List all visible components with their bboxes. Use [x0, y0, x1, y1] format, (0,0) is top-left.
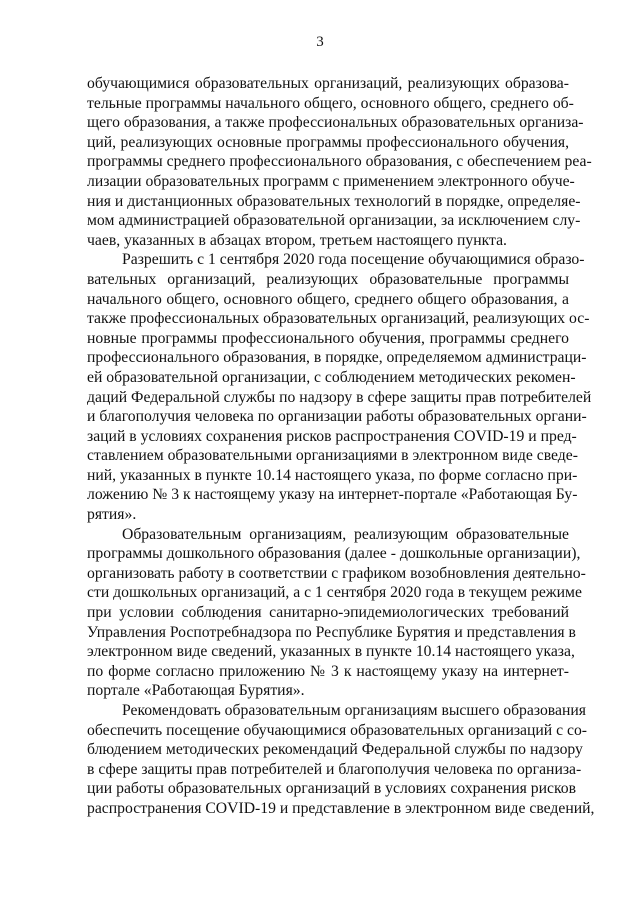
text-line: профессионального образования, в порядке, определяемом администраци-: [87, 349, 587, 367]
text-line: программы дошкольного образования (далее - дошкольные организации),: [87, 545, 581, 563]
paragraph: [87, 701, 595, 819]
document-body: [87, 74, 595, 819]
text-line: тельные программы начального общего, основного общего, среднего об-: [87, 94, 574, 112]
text-line: ний, указанных в пункте 10.14 настоящего указа, по форме согласно при-: [87, 466, 578, 484]
text-line: обучающимися образовательных организаций, реализующих образова-: [87, 75, 569, 92]
text-line: рятия».: [87, 506, 137, 524]
text-line: сти дошкольных организаций, а с 1 сентября 2020 года в текущем режиме: [87, 584, 582, 602]
text-line: ции работы образовательных организаций в условиях сохранения рисков: [87, 780, 577, 798]
text-line: лизации образовательных программ с применением электронного обуче-: [87, 172, 575, 190]
text-line: программы среднего профессионального образования, с обеспечением реа-: [87, 153, 592, 171]
text-line: щего образования, а также профессиональных образовательных организа-: [87, 114, 584, 132]
text-line: распространения COVID-19 и представление в электронном виде сведений,: [87, 799, 595, 817]
text-line: Управления Роспотребнадзора по Республике Бурятия и представления в: [87, 623, 576, 641]
text-line: начального общего, основного общего, среднего общего образования, а: [87, 290, 569, 308]
text-line: электронном виде сведений, указанных в пункте 10.14 настоящего указа,: [87, 643, 575, 661]
text-line: вательных организаций, реализующих образовательные программы: [87, 270, 569, 288]
text-line: обеспечить посещение обучающимися образовательных организаций с со-: [87, 721, 588, 739]
text-line: портале «Работающая Бурятия».: [87, 682, 305, 700]
text-line: ния и дистанционных образовательных технологий в порядке, определяе-: [87, 192, 581, 210]
text-line: организовать работу в соответствии с графиком возобновления деятельно-: [87, 564, 586, 582]
text-line: также профессиональных образовательных организаций, реализующих ос-: [87, 310, 590, 328]
text-line: Разрешить с 1 сентября 2020 года посещение обучающимися образо-: [122, 251, 585, 269]
text-line: Рекомендовать образовательным организациям высшего образования: [122, 702, 586, 719]
page-number: 3: [316, 34, 324, 50]
text-line: Образовательным организациям, реализующим образовательные: [122, 525, 569, 543]
text-line: ставлением образовательными организациями в электронном виде сведе-: [87, 447, 578, 465]
text-line: новные программы профессионального обучения, программы среднего: [87, 329, 569, 347]
text-line: при условии соблюдения санитарно-эпидемиологических требований: [87, 604, 569, 622]
paragraph: [87, 525, 586, 701]
text-line: чаев, указанных в абзацах втором, третьем настоящего пункта.: [87, 231, 507, 249]
text-line: по форме согласно приложению № 3 к настоящему указу на интернет-: [87, 662, 569, 680]
text-line: заций в условиях сохранения рисков распространения COVID-19 и пред-: [87, 427, 577, 445]
text-line: и благополучия человека по организации работы образовательных органи-: [87, 408, 587, 426]
text-line: в сфере защиты прав потребителей и благополучия человека по организа-: [87, 760, 582, 778]
text-line: даций Федеральной службы по надзору в сфере защиты прав потребителей: [87, 388, 592, 406]
paragraph: [87, 250, 592, 524]
text-line: ложению № 3 к настоящему указу на интернет-портале «Работающая Бу-: [87, 486, 578, 504]
text-line: ей образовательной организации, с соблюдением методических рекомен-: [87, 368, 576, 386]
text-line: мом администрацией образовательной организации, за исключением слу-: [87, 212, 581, 230]
paragraph: [87, 74, 592, 250]
text-line: ций, реализующих основные программы профессионального обучения,: [87, 133, 569, 151]
text-line: блюдением методических рекомендаций Федеральной службы по надзору: [87, 741, 583, 759]
